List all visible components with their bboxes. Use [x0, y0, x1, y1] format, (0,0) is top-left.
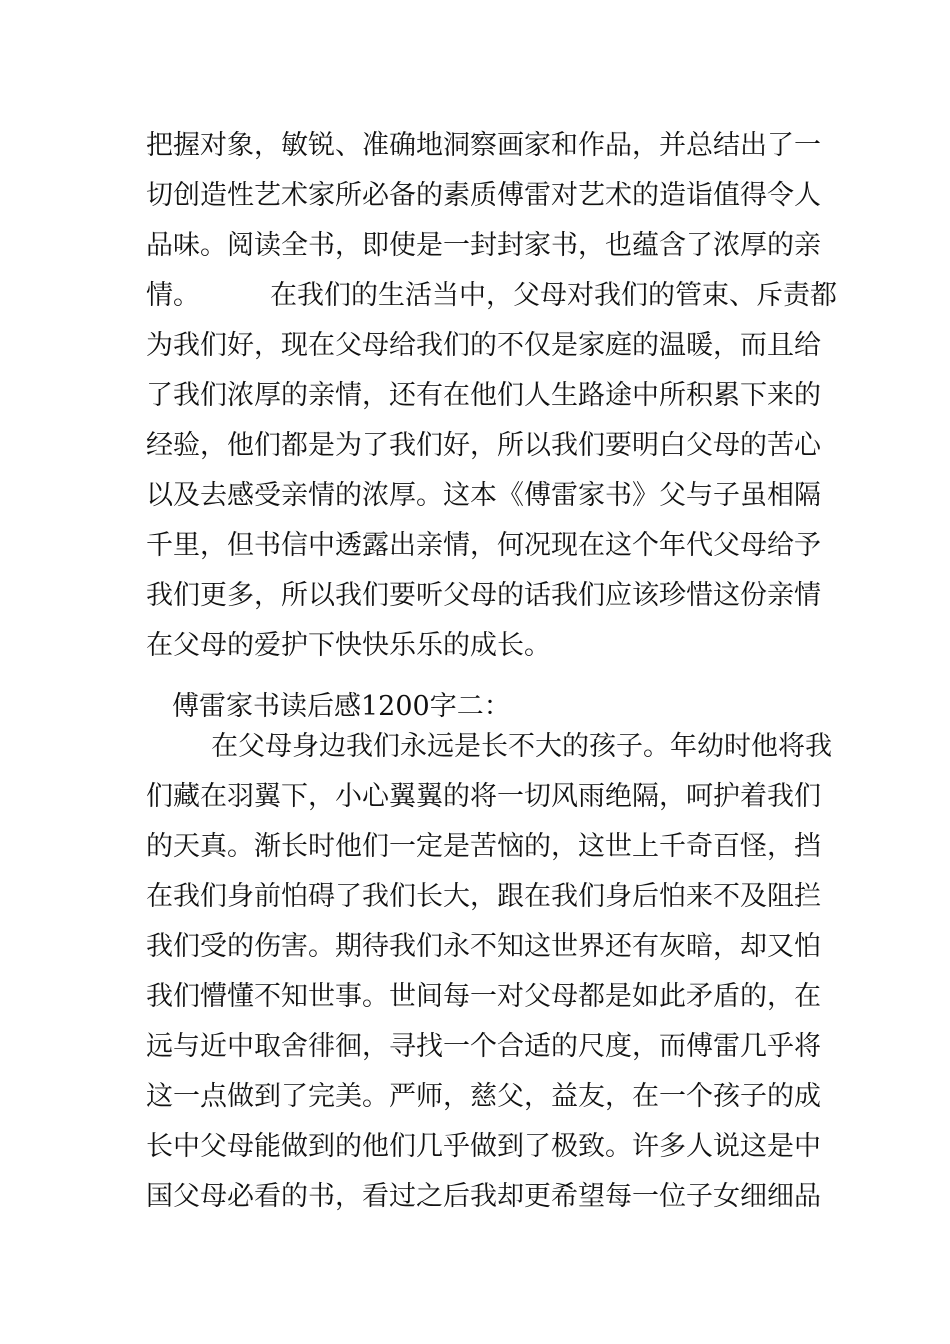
paragraph-1 [146, 121, 837, 671]
text-line: 远与近中取舍徘徊，寻找一个合适的尺度，而傅雷几乎将 [146, 1031, 821, 1062]
text-line: 们藏在羽翼下，小心翼翼的将一切风雨绝隔，呵护着我们 [146, 781, 821, 812]
text-line-split [146, 271, 837, 321]
text-line: 在父母身边我们永远是长不大的孩子。年幼时他将我 [211, 731, 832, 762]
text-line: 以及去感受亲情的浓厚。这本《傅雷家书》父与子虽相隔 [146, 480, 821, 511]
text-line: 的天真。渐长时他们一定是苦恼的，这世上千奇百怪，挡 [146, 831, 821, 862]
text-line-start: 情。 [146, 280, 200, 311]
text-line-end: 在我们的生活当中，父母对我们的管束、斥责都 [270, 280, 837, 311]
text-line: 品味。阅读全书，即使是一封封家书，也蕴含了浓厚的亲 [146, 230, 821, 261]
text-line: 长中父母能做到的他们几乎做到了极致。许多人说这是中 [146, 1131, 821, 1162]
text-line: 切创造性艺术家所必备的素质傅雷对艺术的造诣值得令人 [146, 180, 821, 211]
text-line: 在父母的爱护下快快乐乐的成长。 [146, 630, 551, 661]
heading-text: 傅雷家书读后感1200字二： [172, 691, 511, 722]
text-line: 国父母必看的书，看过之后我却更希望每一位子女细细品 [146, 1181, 821, 1212]
text-line: 把握对象，敏锐、准确地洞察画家和作品，并总结出了一 [146, 130, 821, 161]
text-line: 我们懵懂不知世事。世间每一对父母都是如此矛盾的，在 [146, 981, 821, 1012]
text-line: 千里，但书信中透露出亲情，何况现在这个年代父母给予 [146, 530, 821, 561]
text-line: 在我们身前怕碍了我们长大，跟在我们身后怕来不及阻拦 [146, 881, 821, 912]
text-line: 我们受的伤害。期待我们永不知这世界还有灰暗，却又怕 [146, 931, 821, 962]
text-line: 这一点做到了完美。严师，慈父，益友，在一个孩子的成 [146, 1081, 821, 1112]
text-line: 我们更多，所以我们要听父母的话我们应该珍惜这份亲情 [146, 580, 821, 611]
text-line: 为我们好，现在父母给我们的不仅是家庭的温暖，而且给 [146, 330, 821, 361]
paragraph-2 [146, 722, 832, 1222]
text-line: 经验，他们都是为了我们好，所以我们要明白父母的苦心 [146, 430, 821, 461]
text-line: 了我们浓厚的亲情，还有在他们人生路途中所积累下来的 [146, 380, 821, 411]
